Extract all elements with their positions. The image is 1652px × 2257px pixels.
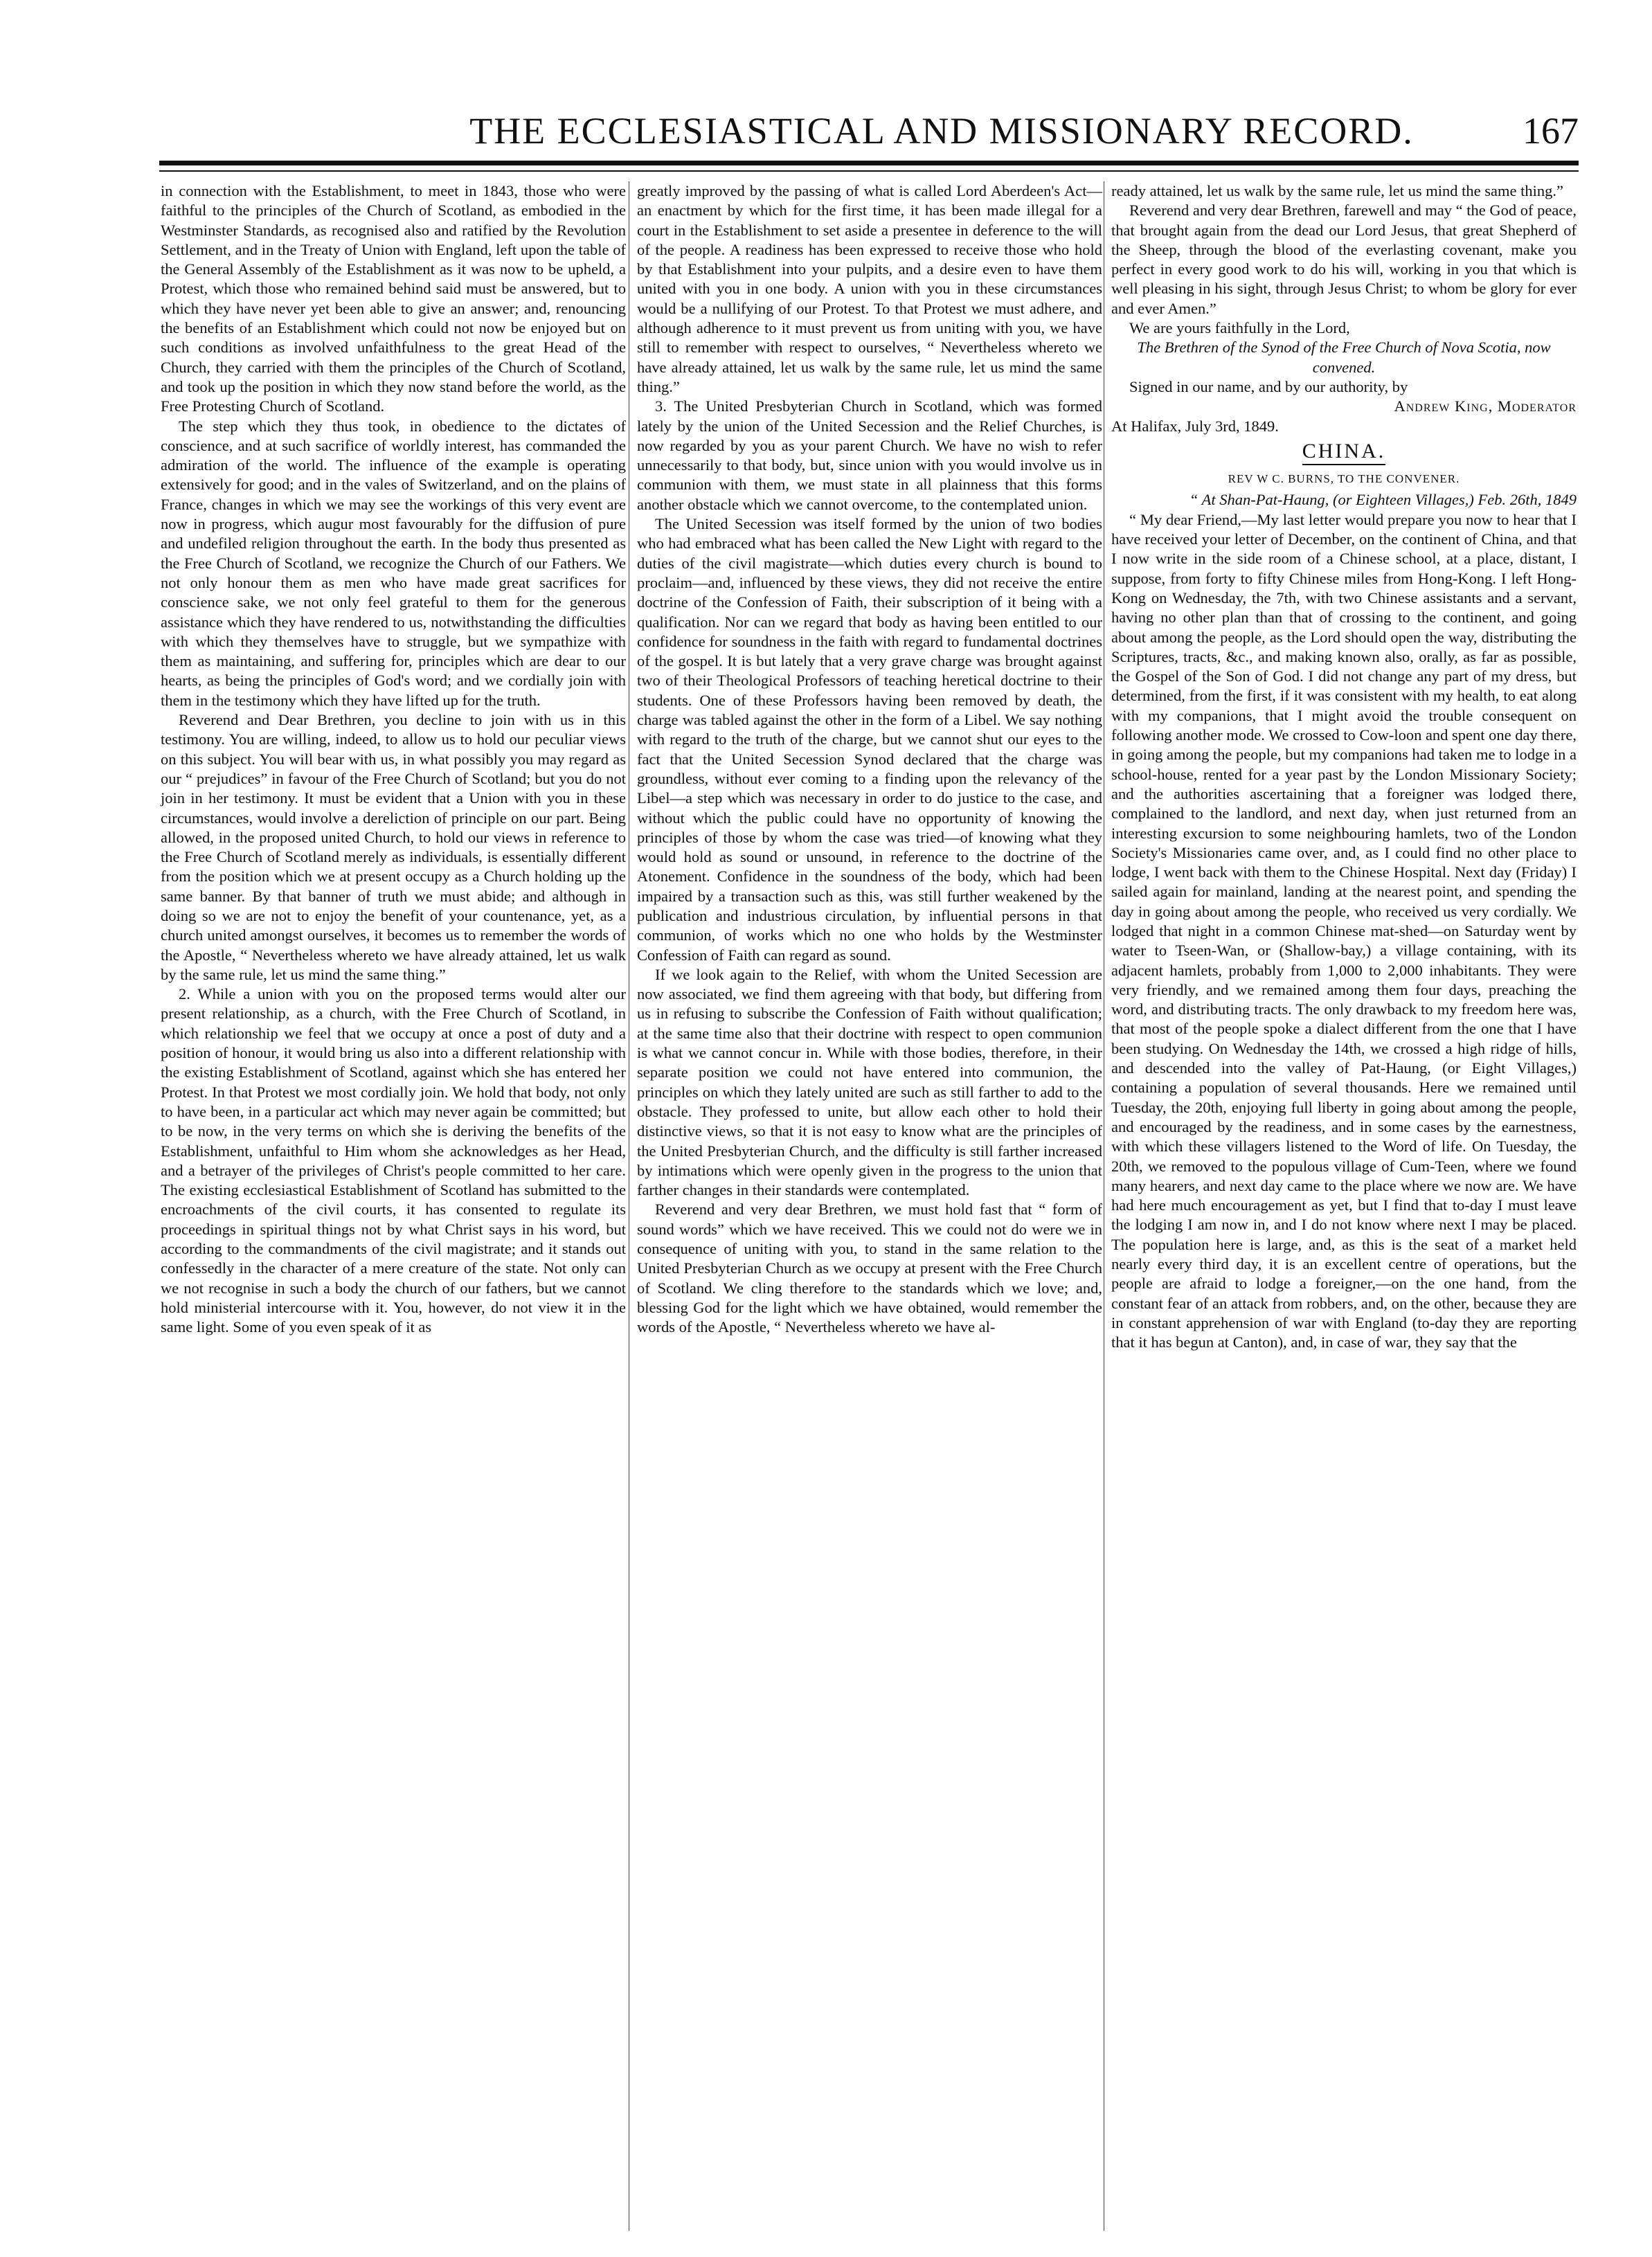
paragraph: Reverend and Dear Brethren, you decline to join with us in this testimony. You are willing, indeed, to allow us to hold our peculiar views on this subject. You will bear with us, in what possibly you may regard as our “ prejudices” in favour of the Free Church of Scotland; but you do not join in her testimony. It must be evident that a Union with you in these circumstances, would involve a dereliction of principle on our part. Being allowed, in the proposed united Church, to hold our views in reference to the Free Church of Scotland merely as individuals, is essentially different from the position which we at present occupy as a Church holding up the same banner. By that banner of truth we must abide; and although in doing so we are not to enjoy the benefit of your countenance, yet, as a church united amongst ourselves, it becomes us to remember the words of the Apostle, “ Nevertheless whereto we have already attained, let us walk by the same rule, let us mind the same thing.” xyxy=(161,711,626,983)
moderator-signature: Andrew King, Moderator xyxy=(1394,397,1577,415)
page-number: 167 xyxy=(1523,110,1579,152)
paragraph: The step which they thus took, in obedience to the dictates of conscience, and at such sacrifice of worldly interest, has commanded the admiration of the world. The influence of the example is operating extensively for good; and in the vales of Switzerland, and on the plains of France, changes in which we may see the workings of this very event are now in progress, which augur most favourably for the diffusion of pure and undefiled religion throughout the earth. In the body thus presented as the Free Church of Scotland, we recognize the Church of our Fathers. We not only honour them as men who have made great sacrifices for conscience sake, we not only feel grateful to them for the generous assistance which they have rendered to us, notwithstanding the difficulties with which they themselves have to struggle, but we sympathize with them as maintaining, and suffering for, principles which are dear to our hearts, as being the principles of God's word; and we cordially join with them in the testimony which they have lifted up for the truth. xyxy=(161,417,626,709)
section-rule xyxy=(1302,464,1385,465)
paragraph: greatly improved by the passing of what is called Lord Aberdeen's Act—an enactment by which for the first time, it has been made illegal for a court in the Establishment to set aside a presentee in deference to the will of the people. A readiness has been expressed to receive those who hold by that Establishment into your pulpits, and a desire even to have them united with you in one body. A union with you in these circumstances would be a nullifying of our Protest. To that Protest we must adhere, and although adherence to it must prevent us from uniting with you, we have still to remember with respect to ourselves, “ Nevertheless whereto we have already attained, let us walk by the same rule, let us mind the same thing.” xyxy=(637,182,1102,395)
paragraph: If we look again to the Relief, with whom the United Secession are now associated, we find them agreeing with that body, but differing from us in refusing to subscribe the Confession of Faith without qualification; at the same time also that their doctrine with respect to open communion is what we cannot concur in. While with those bodies, therefore, in their separate position we could not have entered into communion, the principles on which they lately united are such as still farther to add to the obstacle. They professed to unite, but allow each other to hold their distinctive views, so that it is not easy to know what are the principles of the United Presbyterian Church, and the difficulty is still farther increased by intimations which were openly given in the progress to the union that farther changes in their standards were contemplated. xyxy=(637,965,1102,1199)
page-header xyxy=(159,109,1579,165)
closing-line: We are yours faithfully in the Lord, xyxy=(1129,319,1350,337)
letter-place-date: “ At Shan-Pat-Haung, (or Eighteen Villages,) Feb. 26th, 1849 xyxy=(1189,491,1577,509)
header-rule-thin xyxy=(159,170,1579,172)
signing-line: Signed in our name, and by our authority, by xyxy=(1129,377,1408,395)
letter-subhead: REV W C. BURNS, TO THE CONVENER. xyxy=(1228,472,1460,486)
signatories: The Brethren of the Synod of the Free Church of Nova Scotia, now convened. xyxy=(1137,339,1551,376)
paragraph: The United Secession was itself formed by the union of two bodies who had embraced what has been called the New Light with regard to the duties of the civil magistrate—which duties every church is bound to proclaim—and, influenced by these views, they did not receive the entire doctrine of the Confession of Faith, their subscription of it being with a qualification. Nor can we regard that body as having been entitled to our confidence for soundness in the faith with regard to fundamental doctrines of the gospel. It is but lately that a very grave charge was brought against two of their Theological Professors of teaching heretical doctrine to their students. One of these Professors having been removed by death, the charge was tabled against the other in the form of a Libel. We say nothing with regard to the truth of the charge, but we cannot shut our eyes to the fact that the United Secession Synod declared that the charge was groundless, without ever coming to a finding upon the relevancy of the Libel—a step which was necessary in order to do justice to the case, and without which the public could have no opportunity of knowing the principles of those by whom the case was tried—of knowing what they would hold as sound or unsound, in reference to the doctrine of the Atonement. Confidence in the soundness of the body, which had been impaired by a transaction such as this, was still further weakened by the publication and industrious circulation, by influential persons in that communion, of works which no one who holds by the Westminster Confession of Faith can regard as sound. xyxy=(637,515,1102,964)
running-title: THE ECCLESIASTICAL AND MISSIONARY RECORD. xyxy=(469,110,1414,152)
paragraph: “ My dear Friend,—My last letter would prepare you now to hear that I have received your letter of December, on the continent of China, and that I now write in the side room of a Chinese school, at a place, distant, I suppose, from forty to fifty Chinese miles from Hong-Kong. I left Hong-Kong on Wednesday, the 7th, with two Chinese assistants and a servant, having no other plan than that of crossing to the continent, and going about among the people, as the Lord should open the way, distributing the Scriptures, tracts, &c., and making known also, orally, as far as possible, the Gospel of the Son of God. I did not change any part of my dress, but determined, from the first, if it was consistent with my health, to eat along with my companions, that I might avoid the trouble consequent on following another mode. We crossed to Cow-loon and spent one day there, in going among the people, but my companions had taken me to lodge in a school-house, rented for a year past by the London Missionary Society; and the authorities ascertaining that a foreigner was lodged there, complained to the landlord, and next day, when just returned from an interesting excursion to some neighbouring hamlets, two of the London Society's Missionaries came over, and, as I could find no other place to lodge, I went back with them to the Chinese Hospital. Next day (Friday) I sailed again for mainland, landing at the nearest point, and spending the day in going about among the people, who received us very cordially. We lodged that night in a common Chinese mat-shed—on Saturday went by water to Tseen-Wan, or (Shallow-bay,) a village containing, with its adjacent hamlets, probably from 1,000 to 2,000 inhabitants. They were very friendly, and we remained among them four days, preaching the word, and distributing tracts. The only drawback to my freedom here was, that most of the people spoke a dialect different from the one that I have been studying. On Wednesday the 14th, we crossed a high ridge of hills, and descended into the valley of Pat-Haung, (or Eight Villages,) containing a population of several thousands. Here we remained until Tuesday, the 20th, enjoying full liberty in going about among the people, and encouraged by the readiness, and in some cases by the earnestness, with which these villagers listened to the Word of life. On Tuesday, the 20th, we removed to the populous village of Cum-Teen, where we found many hearers, and next day came to the place where we now are. We have had here much encouragement as yet, but I find that to-day I must leave the lodging I am now in, and I do not know where next I may be placed. The population here is large, and, as this is the seat of a market held nearly every third day, it is an excellent centre of operations, but the people are afraid to lodge a foreigner,—on the one hand, from the constant fear of an attack from robbers, and, on the other, because they are in constant apprehension of war with England (to-day they are reporting that it has begun at Canton), and, in case of war, they say that the xyxy=(1111,510,1577,1351)
header-rule-thick xyxy=(159,161,1579,165)
paragraph: ready attained, let us walk by the same rule, let us mind the same thing.” xyxy=(1111,182,1563,199)
column-2 xyxy=(637,181,1102,1338)
paragraph: in connection with the Establishment, to meet in 1843, those who were faithful to the principles of the Church of Scotland, as embodied in the Westminster Standards, as recognised also and ratified by the Revolution Settlement, and in the Treaty of Union with England, left upon the table of the General Assembly of the Establishment as it was now to be upheld, a Protest, which those who remained behind said must be answered, but to which they have never yet been able to give an answer; and, renouncing the benefits of an Establishment which could not now be enjoyed but on such conditions as involved unfaithfulness to the great Head of the Church, they carried with them the principles of the Church of Scotland, and took up the position in which they now stand before the world, as the Free Protesting Church of Scotland. xyxy=(161,182,626,415)
section-heading: CHINA. xyxy=(1302,439,1386,462)
column-1 xyxy=(161,181,626,1338)
paragraph: 3. The United Presbyterian Church in Scotland, which was formed lately by the union of the United Secession and the Relief Churches, is now regarded by you as your parent Church. We have no wish to refer unnecessarily to that body, but, since union with you would involve us in communion with them, we must state in all plainness that this forms another obstacle which we cannot overcome, to the contemplated union. xyxy=(637,397,1102,513)
dateline: At Halifax, July 3rd, 1849. xyxy=(1111,417,1279,435)
paragraph: Reverend and very dear Brethren, we must hold fast that “ form of sound words” which we have received. This we could not do were we in consequence of uniting with you, to stand in the same relation to the United Presbyterian Church as we occupy at present with the Free Church of Scotland. We cling therefore to the standards which we love; and, blessing God for the light which we have obtained, would remember the words of the Apostle, “ Nevertheless whereto we have al- xyxy=(637,1201,1102,1336)
paragraph: 2. While a union with you on the proposed terms would alter our present relationship, as a church, with the Free Church of Scotland, in which relationship we feel that we occupy at once a post of duty and a position of honour, it would bring us also into a different relationship with the existing Establishment of Scotland, against which she has entered her Protest. In that Protest we most cordially join. We hold that body, not only to have been, in a particular act which may never again be committed; but to be now, in the very terms on which she is deriving the benefits of the Establishment, unfaithful to Him whom she acknowledges as her Head, and a betrayer of the privileges of Christ's people committed to her care. The existing ecclesiastical Establishment of Scotland has submitted to the encroachments of the civil courts, it has consented to regulate its proceedings in spiritual things not by what Christ says in his word, but according to the commandments of the civil magistrate; and it stands out confessedly in the character of a mere creature of the state. Not only can we not recognise in such a body the church of our fathers, but we cannot hold ministerial intercourse with it. You, however, do not view it in the same light. Some of you even speak of it as xyxy=(161,985,626,1336)
paragraph: Reverend and very dear Brethren, farewell and may “ the God of peace, that brought again from the dead our Lord Jesus, that great Shepherd of the Sheep, through the blood of the everlasting covenant, make you perfect in every good work to do his will, working in you that which is well pleasing in his sight, through Jesus Christ; to whom be glory for ever and ever Amen.” xyxy=(1111,201,1577,317)
column-3 xyxy=(1111,181,1577,1353)
